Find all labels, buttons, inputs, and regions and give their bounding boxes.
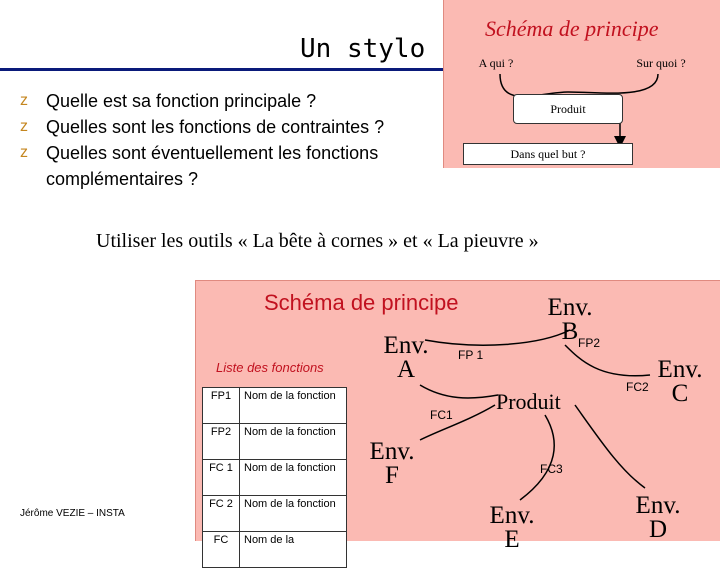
env-f-node: Env. F — [369, 438, 415, 489]
function-name: Nom de la fonction — [240, 388, 347, 424]
tools-caption: Utiliser les outils « La bête à cornes » et « La pieuvre » — [96, 230, 539, 252]
purpose-box: Dans quel but ? — [463, 143, 633, 165]
function-name: Nom de la fonction — [240, 460, 347, 496]
table-row — [203, 496, 347, 532]
bullet-icon: z — [20, 118, 28, 135]
env-c-node: Env. C — [657, 356, 703, 407]
fc1-link — [420, 385, 498, 398]
function-name: Nom de la fonction — [240, 424, 347, 460]
fc1-label: FC1 — [430, 408, 453, 422]
question-text: Quelle est sa fonction principale ? — [46, 91, 317, 111]
bottom-diagram-title: Schéma de principe — [264, 290, 459, 315]
function-code: FC 2 — [203, 496, 240, 532]
who-label: A qui ? — [478, 55, 514, 70]
question-text: Quelles sont les fonctions de contraintes ? — [46, 117, 385, 137]
function-code: FP1 — [203, 388, 240, 424]
function-name: Nom de la — [240, 532, 347, 568]
question-text: Quelles sont éventuellement les fonctions complémentaires ? — [46, 143, 379, 189]
what-on-label: Sur quoi ? — [636, 55, 686, 70]
fc3-link — [520, 415, 554, 500]
function-list-title: Liste des fonctions — [216, 360, 324, 375]
env-a-node: Env. A — [383, 332, 429, 383]
fc2-label: FC2 — [626, 380, 649, 394]
product-box: Produit — [513, 94, 623, 124]
bullet-icon: z — [20, 92, 28, 109]
table-row — [203, 388, 347, 424]
env-d-node: Env. D — [635, 492, 681, 543]
fp1-label: FP 1 — [458, 348, 484, 362]
table-row — [203, 460, 347, 496]
fc-d-link — [575, 405, 645, 488]
product-node: Produit — [496, 389, 561, 414]
function-table — [202, 387, 347, 568]
fp2-label: FP2 — [578, 336, 601, 350]
table-row — [203, 424, 347, 460]
table-row — [203, 532, 347, 568]
slide-title: Un stylo — [300, 34, 426, 64]
function-code: FP2 — [203, 424, 240, 460]
bullet-icon: z — [20, 144, 28, 161]
author-footer: Jérôme VEZIE – INSTA — [20, 508, 125, 519]
env-b-node: Env. B — [547, 294, 593, 345]
env-e-node: Env. E — [489, 502, 535, 553]
top-diagram-title: Schéma de principe — [485, 16, 659, 41]
function-code: FC — [203, 532, 240, 568]
function-code: FC 1 — [203, 460, 240, 496]
function-name: Nom de la fonction — [240, 496, 347, 532]
fc3-label: FC3 — [540, 462, 563, 476]
